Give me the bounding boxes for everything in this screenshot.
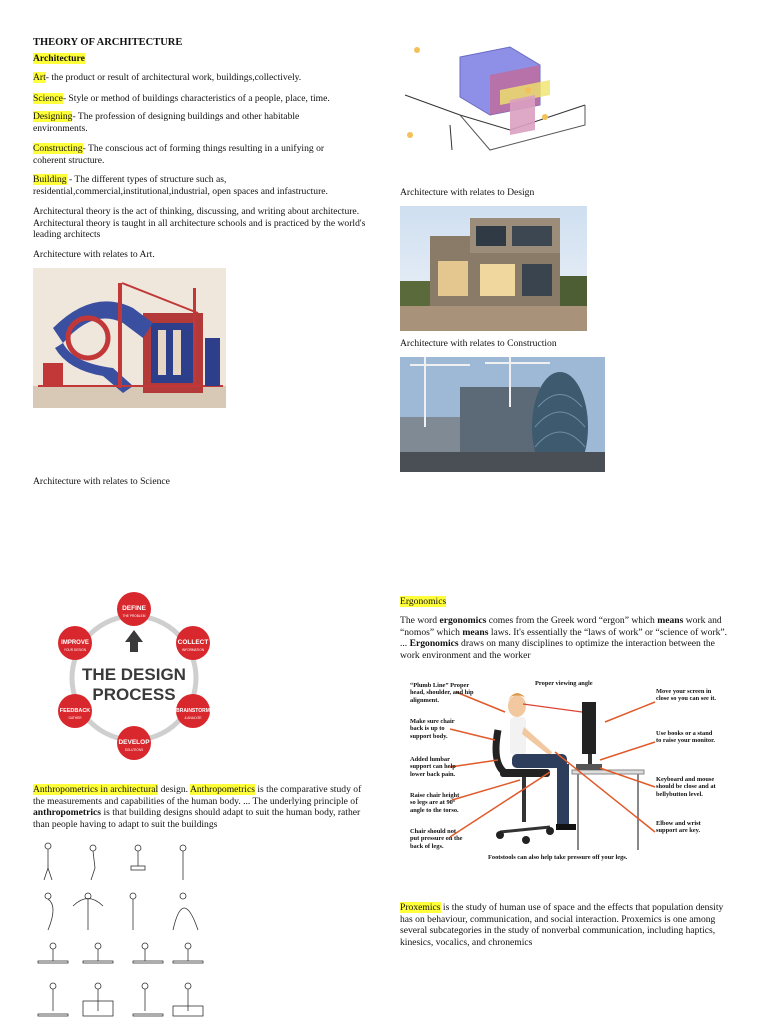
ergo-label-keyboard: Keyboard and mouse should be close and at bellybutton level.	[656, 776, 716, 798]
dp-step-improve	[58, 626, 92, 660]
definition-art	[33, 72, 363, 84]
ergo-label-screen: Move your screen in close so you can see it.	[656, 688, 716, 703]
ergo-bold-2: means	[657, 615, 684, 626]
ergo-label-pressure: Chair should not put pressure on the back of legs.	[410, 828, 463, 850]
svg-text:BRAINSTORM: BRAINSTORM	[176, 708, 210, 714]
anthropometrics-paragraph	[33, 784, 366, 831]
svg-text:& ANALYZE: & ANALYZE	[184, 716, 202, 720]
dp-step-brainstorm	[176, 694, 210, 728]
modern-house-image	[400, 206, 587, 331]
term-art: Art	[33, 72, 46, 83]
def-building-text: - The different types of structure such as, residential,commercial,institutional,industrial, open spaces and infastructure.	[33, 174, 328, 197]
heading-highlight: Architecture	[33, 53, 85, 64]
ergo-bold-1: ergonomics	[439, 615, 487, 626]
definition-designing	[33, 111, 333, 134]
dp-title-line2: PROCESS	[92, 685, 176, 704]
dp-step-develop	[117, 726, 151, 760]
ergo-label-lumbar: Added lumbar support can help lower back pain.	[410, 756, 456, 778]
proxemics-text: is the study of human use of space and the effects that population density has on behaviour, communication, and social interaction. Proxemics is one among several subcategories in the study of nonverbal communication, including haptics, kinesics, vocalics, and chronemics	[400, 902, 724, 949]
ergo-label-footstools: Footstools can also help take pressure off your legs.	[488, 854, 628, 861]
definition-constructing	[33, 143, 353, 166]
ergo-text-3: work and “nomos” which	[400, 615, 722, 638]
dp-step-collect	[176, 626, 210, 660]
svg-text:DEVELOP: DEVELOP	[118, 739, 150, 746]
def-designing-text: - The profession of designing buildings and other habitable environments.	[33, 111, 300, 134]
proxemics-paragraph	[400, 902, 738, 949]
ergo-text-5: draws on many disciplines to optimize the interaction between the work environment and the worker	[400, 638, 715, 662]
anthro-text-2: is the comparative study of the measurements and capabilities of the human body. ... The underlying principle of	[33, 784, 362, 807]
up-arrow-icon	[125, 630, 143, 652]
ergo-label-viewing: Proper viewing angle	[535, 680, 593, 687]
art-architecture-image	[33, 268, 226, 408]
dp-title-line1: THE DESIGN	[82, 665, 186, 684]
definition-building	[33, 174, 353, 197]
ergonomics-heading	[400, 596, 446, 608]
anthro-text-3: is that building designs should adapt to suit the human body, rather than people having to adapt to suit the buildings	[33, 807, 361, 831]
ergo-label-books: Use books or a stand to raise your monitor.	[656, 730, 715, 745]
ergo-bold-3: means	[462, 626, 489, 638]
definition-science	[33, 93, 363, 105]
proxemics-highlight: Proxemics	[400, 902, 441, 913]
term-constructing: Constructing	[33, 143, 83, 154]
dp-step-feedback	[58, 694, 92, 728]
section-heading	[33, 53, 85, 65]
def-constructing-text: - The conscious act of forming things resulting in a unifying or coherent structure.	[33, 143, 325, 166]
svg-text:IMPROVE: IMPROVE	[61, 640, 89, 646]
anthropometric-sketches-image	[33, 836, 215, 1022]
ergonomics-paragraph	[400, 615, 735, 662]
dp-step-define	[117, 592, 151, 626]
ergonomics-highlight: Ergonomics	[400, 596, 447, 607]
svg-text:GATHER: GATHER	[68, 716, 82, 720]
def-art-text: - the product or result of architectural work, buildings,collectively.	[45, 72, 302, 83]
design-process-diagram	[57, 590, 212, 760]
term-science: Science	[33, 93, 63, 104]
anthro-highlight-2: Anthropometrics	[189, 784, 255, 795]
document-title: THEORY OF ARCHITECTURE	[33, 37, 183, 48]
term-building: Building	[33, 174, 67, 185]
ergo-label-chairheight: Raise chair height so legs are at 90° angle to the torso.	[410, 792, 460, 814]
svg-text:YOUR DESIGN: YOUR DESIGN	[63, 648, 87, 652]
svg-text:INFORMATION: INFORMATION	[181, 648, 205, 652]
ergo-label-elbow: Elbow and wrist support are key.	[656, 820, 701, 835]
caption-science: Architecture with relates to Science	[33, 476, 170, 487]
svg-text:DEFINE: DEFINE	[122, 605, 146, 612]
def-science-text: - Style or method of buildings characteristics of a people, place, time.	[62, 93, 330, 104]
svg-text:COLLECT: COLLECT	[177, 639, 209, 646]
ergo-text-4: laws. It's essentially the “laws of work” or “science of work”. ...	[400, 626, 728, 650]
ergo-text-1: The word	[400, 615, 440, 626]
svg-text:SOLUTIONS: SOLUTIONS	[124, 748, 144, 752]
ergo-label-plumb: “Plumb Line” Proper head, shoulder, and hip alignment.	[410, 682, 474, 704]
ergo-bold-4: Ergonomics	[409, 638, 459, 650]
anthro-text-1: design.	[158, 784, 190, 795]
construction-image	[400, 357, 605, 472]
anthro-bold: anthropometrics	[33, 807, 102, 819]
svg-text:FEEDBACK: FEEDBACK	[59, 708, 91, 714]
caption-art: Architecture with relates to Art.	[33, 249, 155, 260]
ergo-label-chairback: Make sure chair back is up to support body.	[410, 718, 455, 740]
svg-text:THE PROBLEM: THE PROBLEM	[122, 614, 146, 618]
design-sketch-image	[400, 35, 590, 153]
ergonomics-diagram	[400, 672, 718, 872]
theory-paragraph: Architectural theory is the act of thinking, discussing, and writing about architecture. Architectural theory is taught in all architecture schools and is practiced by the world's leading architects	[33, 206, 366, 241]
term-designing: Designing	[33, 111, 73, 122]
ergo-text-2: comes from the Greek word “ergon” which	[486, 615, 658, 626]
anthro-highlight-1: Anthropometrics in architectural	[33, 784, 159, 795]
caption-design: Architecture with relates to Design	[400, 187, 535, 198]
caption-construction: Architecture with relates to Construction	[400, 338, 557, 349]
